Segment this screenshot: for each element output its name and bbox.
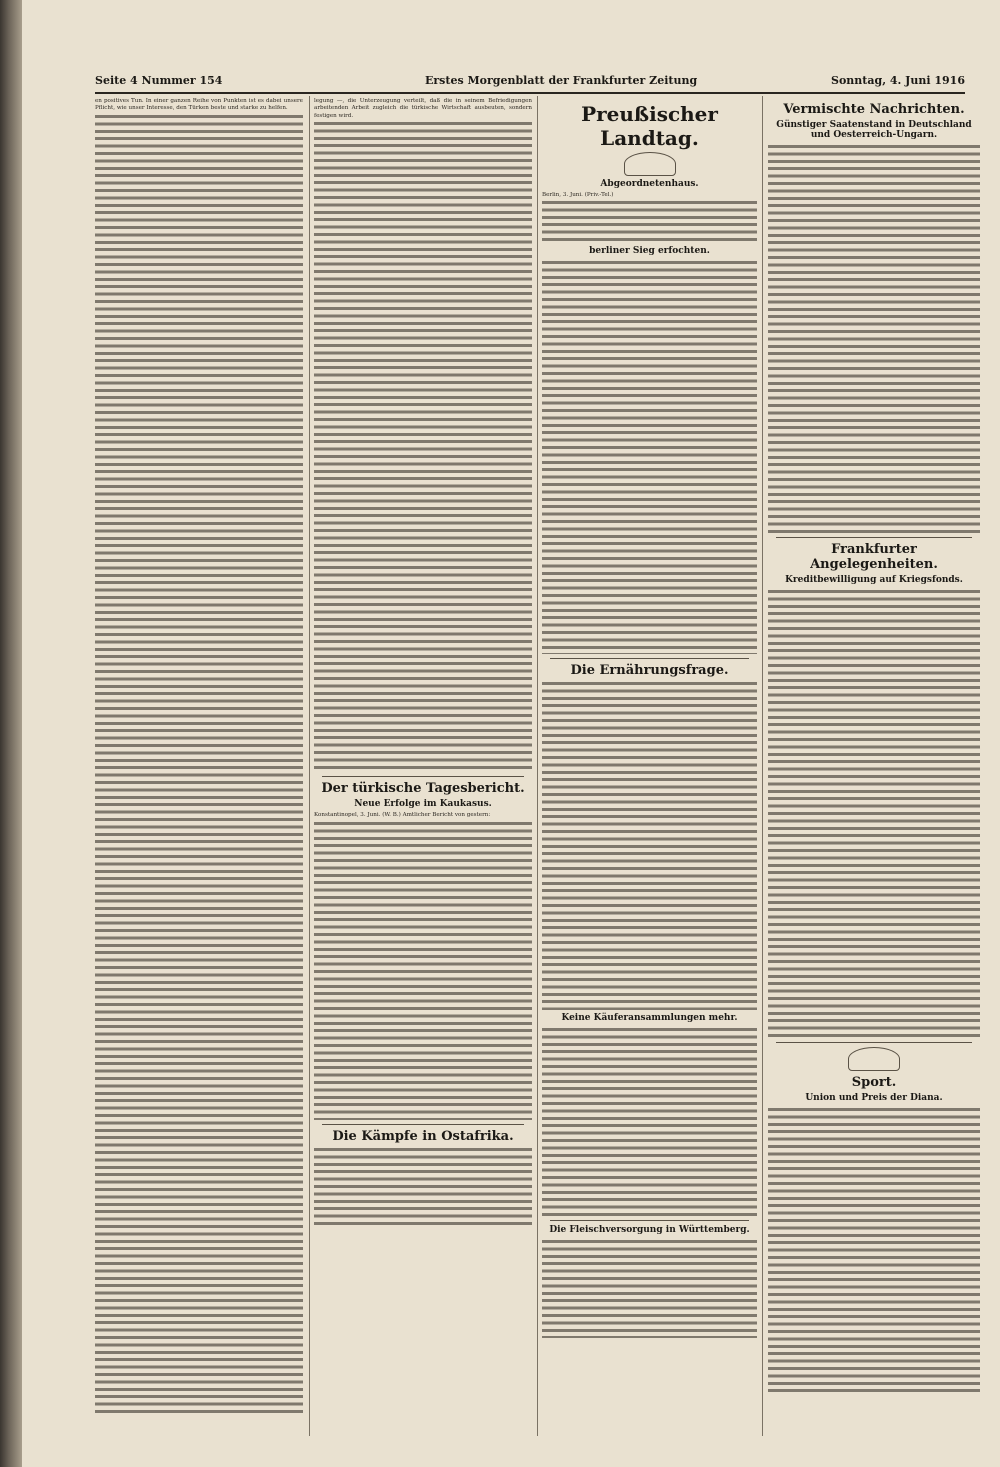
article-body-text xyxy=(314,120,532,772)
article-title-sport: Sport. xyxy=(851,1075,897,1090)
article-body-text xyxy=(314,1146,532,1226)
article-body-text xyxy=(542,1026,757,1216)
article-subtitle: Neue Erfolge im Kaukasus. xyxy=(354,799,492,810)
article-divider xyxy=(322,776,524,777)
article-body-text xyxy=(542,680,757,1010)
article-body-text xyxy=(542,259,757,654)
page-header xyxy=(95,70,965,94)
article-divider xyxy=(776,537,972,538)
article-body-text xyxy=(768,143,980,533)
column-4 xyxy=(768,98,980,1428)
book-binding xyxy=(0,0,22,1467)
article-body-text xyxy=(314,820,532,1120)
section-subtitle: Kreditbewilligung auf Kriegsfonds. xyxy=(785,575,963,585)
dateline: Konstantinopel, 3. Juni. (W. B.) Amtlicher Bericht von gestern: xyxy=(314,812,491,819)
article-title-landtag: Preußischer Landtag. xyxy=(581,102,718,150)
article-title-ostafrika: Die Kämpfe in Ostafrika. xyxy=(332,1128,514,1144)
article-divider xyxy=(550,1220,749,1221)
column-rule xyxy=(537,96,538,1436)
page-number: Seite 4 Nummer 154 xyxy=(95,74,223,87)
article-body-text xyxy=(768,588,980,1038)
eagle-emblem-icon xyxy=(624,152,676,176)
issue-date: Sonntag, 4. Juni 1916 xyxy=(831,74,965,87)
section-subtitle: berliner Sieg erfochten. xyxy=(589,246,710,257)
article-body-text xyxy=(95,113,303,1413)
article-body-text xyxy=(542,1238,757,1338)
column-rule xyxy=(309,96,310,1436)
article-divider xyxy=(322,1124,524,1125)
lead-paragraph: legung —, die Unterzeugung verteilt, daß die in seinem Befriedigungen arbeitenden Arbeit zugleich die türkische Wirtschaft ausbeuten, sondern festigen wird. xyxy=(314,98,532,119)
article-body-text xyxy=(768,1106,980,1396)
column-2 xyxy=(314,98,532,1428)
article-body-text xyxy=(542,199,757,243)
article-title-fleisch: Die Fleischversorgung in Württemberg. xyxy=(549,1225,750,1236)
article-divider xyxy=(550,658,749,659)
article-title-ernaehrung: Die Ernährungsfrage. xyxy=(570,663,729,679)
column-rule xyxy=(762,96,763,1436)
article-divider xyxy=(776,1042,972,1043)
article-title-tagesbericht: Der türkische Tagesbericht. xyxy=(321,781,525,797)
article-subtitle: Abgeordnetenhaus. xyxy=(600,179,699,189)
article-title-frankfurter: Frankfurter Angelegenheiten. xyxy=(810,542,938,572)
newspaper-page xyxy=(22,0,1000,1467)
column-1 xyxy=(95,98,303,1428)
article-title-vermischte: Vermischte Nachrichten. xyxy=(783,102,965,117)
dateline: Berlin, 3. Juni. (Priv.-Tel.) xyxy=(542,192,614,198)
lead-paragraph: en positives Tun. In einer ganzen Reihe von Punkten ist es dabei unsere Pflicht, wie unser Interesse, den Türken beste und starke zu helfen. xyxy=(95,98,303,112)
section-subtitle: Union und Preis der Diana. xyxy=(805,1093,943,1103)
column-3 xyxy=(542,98,757,1428)
masthead: Erstes Morgenblatt der Frankfurter Zeitung xyxy=(425,74,698,87)
section-subtitle: Keine Käuferansammlungen mehr. xyxy=(561,1013,738,1024)
wreath-emblem-icon xyxy=(848,1047,900,1071)
section-subtitle: Günstiger Saatenstand in Deutschland und Oesterreich-Ungarn. xyxy=(776,120,972,140)
